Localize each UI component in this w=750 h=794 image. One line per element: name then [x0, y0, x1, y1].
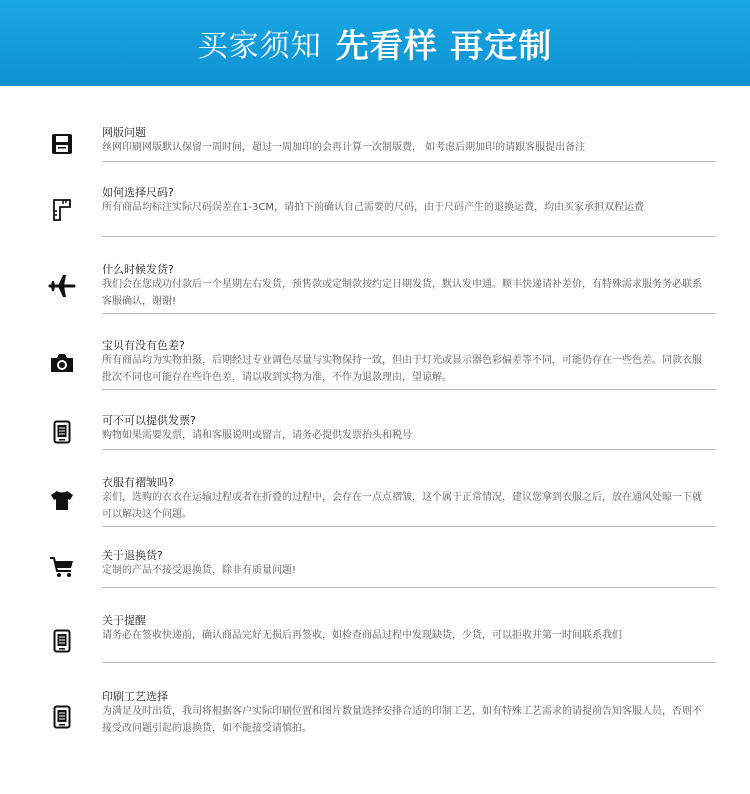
divider	[102, 449, 716, 450]
notice-description: 亲们，选购的衣衣在运输过程或者在折叠的过程中，会存在一点点褶皱，这个属于正常情况，建议您拿到衣服之后，放在通风处晾一下就可以解决这个问题。	[102, 492, 702, 520]
ruler-icon	[46, 194, 78, 226]
divider	[102, 313, 716, 314]
notice-description: 所有商品均为实物拍摄，后期经过专业调色尽量与实物保持一致，但由于灯光或显示器色彩偏差等不同，可能仍存在一些色差。同款衣服批次不同也可能存在些许色差，请以收到实物为准，不作为退款理由，望谅解。	[102, 355, 702, 383]
receipt-icon	[46, 701, 78, 733]
tshirt-icon	[46, 484, 78, 516]
divider	[102, 161, 716, 162]
divider	[102, 389, 716, 390]
notice-description: 购物如果需要发票，请和客服说明或留言，请务必提供发票抬头和税号	[102, 430, 412, 441]
notice-title: 如何选择尺码?	[102, 186, 174, 199]
banner-title-bold: 先看样 再定制	[335, 25, 553, 65]
notice-description: 定制的产品不接受退换货，除非有质量问题!	[102, 565, 297, 576]
notice-description: 所有商品均标注实际尺码误差在1-3CM，请拍下前确认自己需要的尺码，由于尺码产生的退换运费，均由买家承担双程运费	[102, 202, 644, 213]
header-banner	[0, 0, 750, 86]
divider	[102, 662, 716, 663]
notice-title: 印刷工艺选择	[102, 690, 168, 703]
save-icon	[46, 128, 78, 160]
cart-icon	[46, 551, 78, 583]
notice-description: 为满足及时出货，我司将根据客户实际印刷位置和图片数量选择安排合适的印制工艺，如有特殊工艺需求的请提前告知客服人员，否则不接受改问题引起的退换货，如不能接受请慎拍。	[102, 706, 702, 734]
notice-title: 衣服有褶皱吗?	[102, 476, 174, 489]
notice-title: 关于退换货?	[102, 549, 163, 562]
divider	[102, 587, 716, 588]
notice-description: 丝网印刷网版默认保留一周时间，超过一周加印的会再计算一次制版费， 如考虑后期加印的请跟客服提出备注	[102, 142, 586, 153]
receipt-icon	[46, 416, 78, 448]
notice-title: 什么时候发货?	[102, 263, 174, 276]
banner-title-light: 买家须知	[197, 29, 322, 64]
notice-title: 关于提醒	[102, 614, 146, 627]
notice-title: 可不可以提供发票?	[102, 414, 196, 427]
notice-title: 宝贝有没有色差?	[102, 339, 185, 352]
camera-icon	[46, 347, 78, 379]
airplane-icon	[46, 270, 78, 302]
receipt-icon	[46, 625, 78, 657]
notice-description: 请务必在签收快递前，确认商品完好无损后再签收，如检查商品过程中发现缺货，少货，可以拒收并第一时间联系我们	[102, 630, 622, 641]
notice-title: 网版问题	[102, 126, 146, 139]
notice-description: 我们会在您成功付款后一个星期左右发货，预售款或定制款按约定日期发货，默认发申通。顺丰快递请补差价，有特殊需求服务务必联系客服确认，谢谢!	[102, 279, 702, 307]
divider	[102, 526, 716, 527]
divider	[102, 236, 716, 237]
